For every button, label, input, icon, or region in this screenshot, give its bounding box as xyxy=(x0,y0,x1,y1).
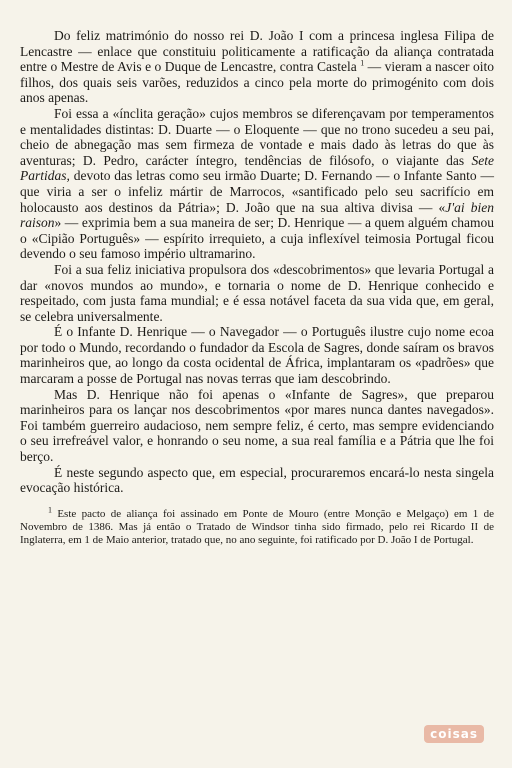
paragraph-text: Foi essa a «ínclita geração» cujos membros se diferençavam por temperamentos e mentalidades distintas: D. Duarte — o Eloquente — que no trono sucedeu a seu pai, cheio de abnegação mas sem firmeza de vontade e mais dado às letras do que às aventuras; D. Pedro, carácter íntegro, tendências de filósofo, o viajante das xyxy=(20,105,494,168)
paragraph-text: É o Infante D. Henrique — o Navegador — o Português ilustre cujo nome ecoa por todo o Mundo, recordando o fundador da Escola de Sagres, donde saíram os bravos marinheiros que, ao longo da costa ocidental de África, implantaram os «padrões» que marcaram a posse de Portugal nas novas terras que iam descobrindo. xyxy=(20,324,494,387)
paragraph-navegador xyxy=(20,324,494,386)
footnote-reference: 1 xyxy=(360,58,365,68)
italic-title: Sete Partidas, xyxy=(20,152,494,184)
paragraph-guerreiro xyxy=(20,387,494,465)
paragraph-text: Mas D. Henrique não foi apenas o «Infante de Sagres», que preparou marinheiros para os lançar nos descobrimentos «por mares nunca dantes navegados». Foi também guerreiro audacioso, nem sempre feliz, é certo, mas sempre evidenciando o seu irrefreável valor, e honrando o seu nome, a sua real família e a Pátria que lhe foi berço. xyxy=(20,386,494,465)
paragraph-text: É neste segundo aspecto que, em especial, procuraremos encará-lo nesta singela evocação histórica. xyxy=(20,464,494,496)
paragraph-text: Foi a sua feliz iniciativa propulsora dos «descobrimentos» que levaria Portugal a dar «novos mundos ao mundo», e tornaria o nome de D. Henrique conhecido e respeitado, com justa fama mundial; e é essa notável faceta da sua vida que, em geral, se celebra universalmente. xyxy=(20,261,494,324)
footnote xyxy=(20,505,494,547)
paragraph-descobrimentos xyxy=(20,262,494,324)
paragraph-text: Do feliz matrimónio do nosso rei D. João I com a princesa inglesa Filipa de Lencastre — enlace que constituiu politicamente a ratificação da aliança contratada entre o Mestre de Avis e o Duque de Lencastre, contra Castela xyxy=(20,28,494,75)
page-text xyxy=(20,28,494,547)
footnote-text: Este pacto de aliança foi assinado em Ponte de Mouro (entre Monção e Melgaço) em 1 de Novembro de 1386. Mas já então o Tratado de Windsor tinha sido firmado, pelo rei Ricardo II de Inglaterra, em 1 de Maio anterior, tratado que, no ano seguinte, foi ratificado por D. João I de Portugal. xyxy=(20,507,494,546)
footnote-marker: 1 xyxy=(48,505,52,515)
watermark-logo: coisas xyxy=(424,725,484,743)
paragraph-evocacao xyxy=(20,465,494,496)
italic-motto: J'ai bien raison xyxy=(20,199,494,231)
paragraph-marriage xyxy=(20,28,494,106)
paragraph-inclita-geracao xyxy=(20,106,494,262)
paragraph-text: devoto das letras como seu irmão Duarte; D. Fernando — o Infante Santo — que viria a ser o infeliz mártir de Marrocos, «santificado pelo seu sacrifício em holocausto aos destinos da Pátria»; D. João que na sua altiva divisa — « xyxy=(20,168,494,215)
paragraph-text: » — exprimia bem a sua maneira de ser; D. Henrique — a quem alguém chamou o «Cipião Português» — espírito irrequieto, a cuja inflexível teimosia Portugal ficou devendo o seu famoso império ultramarino. xyxy=(20,215,494,262)
paragraph-text: — vieram a nascer oito filhos, dos quais seis varões, reduzidos a cinco pela morte do primogénito com dois anos apenas. xyxy=(20,59,495,106)
